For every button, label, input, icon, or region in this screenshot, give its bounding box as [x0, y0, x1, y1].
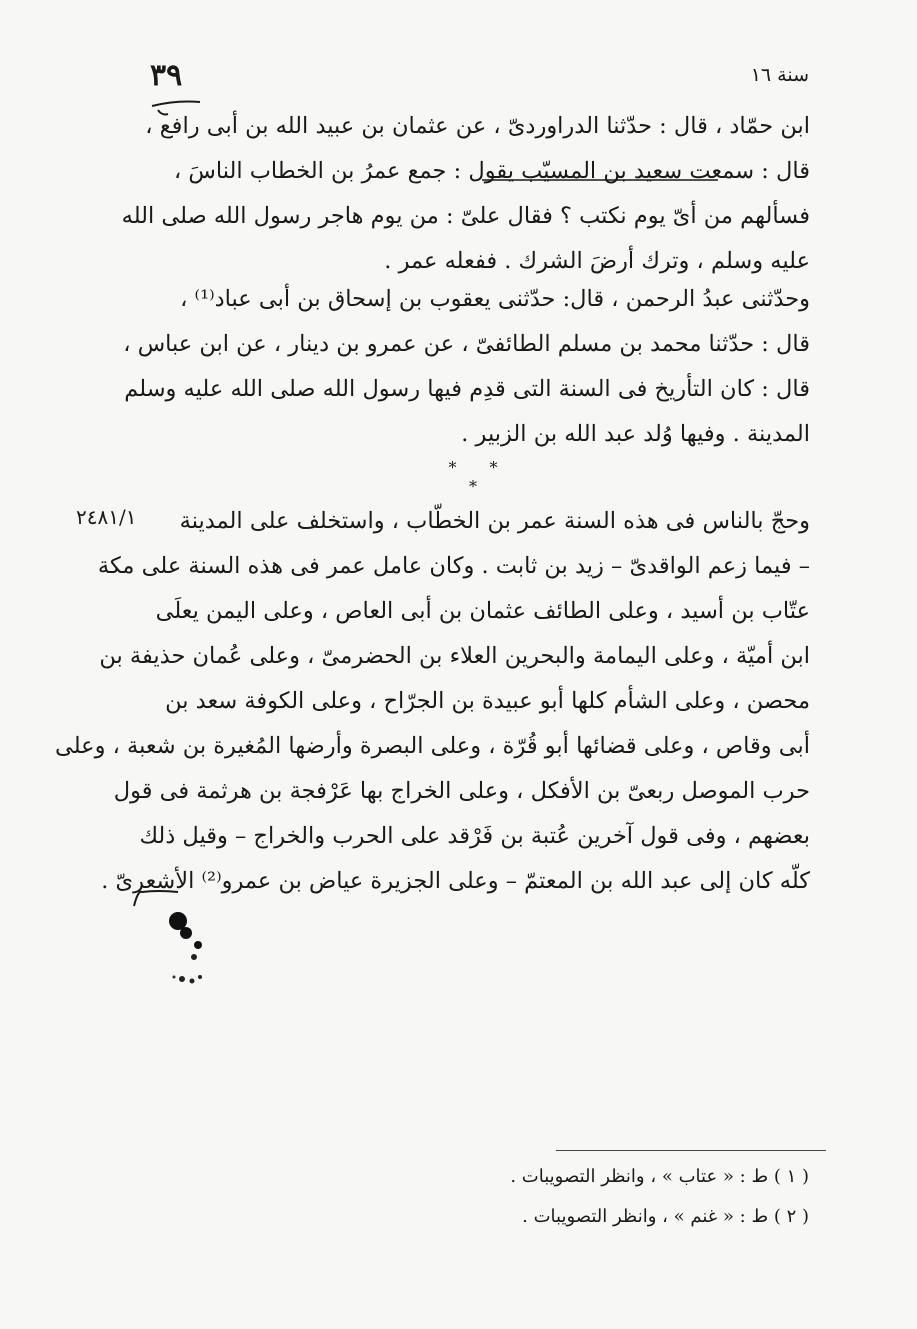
pen-underline-mark [480, 177, 720, 183]
paragraph-2 [123, 277, 810, 457]
footnote-2: ( ٢ ) ط : « غنم » ، وانظر التصويبات . [522, 1206, 809, 1227]
margin-page-reference: ٢٤٨١/١ [76, 505, 137, 529]
page-number: ٣٩ [150, 58, 183, 93]
paragraph-1 [121, 104, 810, 284]
paragraph-line: محصن ، وعلى الشأم كلها أبو عبيدة بن الجرّاح ، وعلى الكوفة سعد بن [165, 688, 810, 714]
paragraph-line: ابن حمّاد ، قال : حدّثنا الدراوردىّ ، عن عثمان بن عبيد الله بن أبى رافع ، [145, 113, 810, 139]
paragraph-line: قال : كان التأريخ فى السنة التى قدِم فيها رسول الله صلى الله عليه وسلم [124, 376, 810, 402]
paragraph-line: حرب الموصل ربعىّ بن الأفكل ، وعلى الخراج بها عَرْفجة بن هرثمة فى قول [113, 778, 810, 804]
paragraph-line: وحجّ بالناس فى هذه السنة عمر بن الخطّاب ، واستخلف على المدينة [179, 508, 810, 534]
paragraph-line: قال : سمعت سعيد بن المسيّب يقول : جمع عمرُ بن الخطاب الناسَ ، [173, 158, 810, 184]
paragraph-line: بعضهم ، وفى قول آخرين عُتبة بن فَرْقد على الحرب والخراج – وقيل ذلك [139, 823, 810, 849]
paragraph-line: فسألهم من أىّ يوم نكتب ؟ فقال علىّ : من يوم هاجر رسول الله صلى الله [121, 203, 810, 229]
paragraph-line: – فيما زعم الواقدىّ – زيد بن ثابت . وكان عامل عمر فى هذه السنة على مكة [97, 553, 810, 579]
ink-blot-icon [160, 905, 220, 990]
paragraph-line: وحدّثنى عبدُ الرحمن ، قال: حدّثنى يعقوب بن إسحاق بن أبى عباد⁽¹⁾ ، [180, 286, 810, 312]
paragraph-line: أبى وقاص ، وعلى قضائها أبو قُرّة ، وعلى البصرة وأرضها المُغيرة بن شعبة ، وعلى [54, 733, 810, 759]
paragraph-line: قال : حدّثنا محمد بن مسلم الطائفىّ ، عن عمرو بن دينار ، عن ابن عباس ، [123, 331, 810, 357]
running-head-year: سنة ١٦ [750, 64, 809, 86]
paragraph-line: عليه وسلم ، وترك أرضَ الشرك . ففعله عمر . [384, 248, 810, 274]
footnote-rule [556, 1150, 826, 1151]
footnote-1: ( ١ ) ط : « عتاب » ، وانظر التصويبات . [510, 1166, 809, 1187]
paragraph-line: ابن أميّة ، وعلى اليمامة والبحرين العلاء بن الحضرمىّ ، وعلى عُمان حذيفة بن [99, 643, 810, 669]
paragraph-line: المدينة . وفيها وُلد عبد الله بن الزبير . [461, 421, 810, 447]
paragraph-line: عتّاب بن أسيد ، وعلى الطائف عثمان بن أبى العاص ، وعلى اليمن يعلَى [155, 598, 810, 624]
section-separator: * * * [448, 458, 512, 496]
paragraph-line: كلّه كان إلى عبد الله بن المعتمّ – وعلى الجزيرة عياض بن عمرو⁽²⁾ الأشعرىّ . [101, 868, 810, 894]
